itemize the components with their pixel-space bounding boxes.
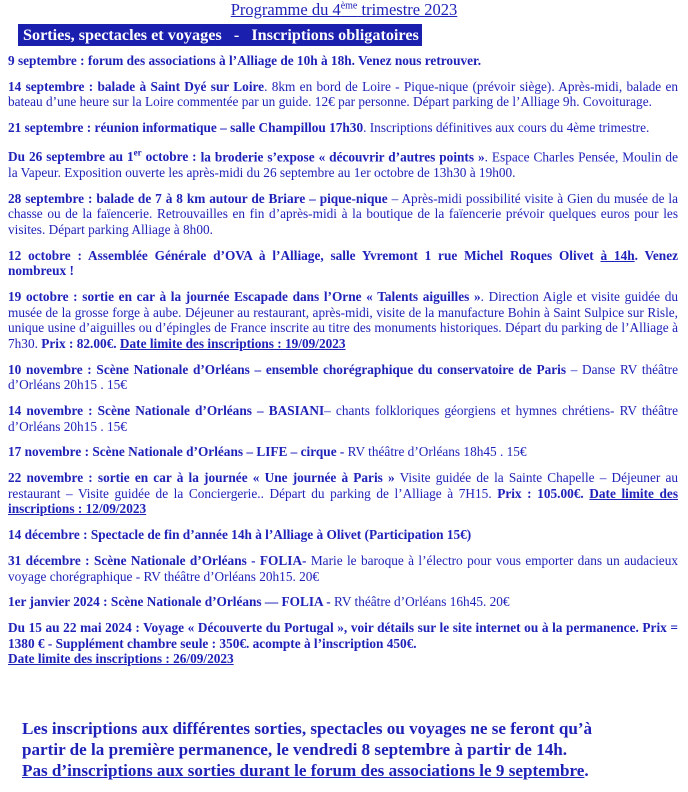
event-deadline: Date limite des inscriptions : 26/09/2023 <box>8 651 234 667</box>
event-price: Prix : 82.00€. <box>41 335 117 351</box>
event-item: 14 décembre : Spectacle de fin d’année 14h à l’Alliage à Olivet (Participation 15€) <box>8 527 472 543</box>
event-item: 21 septembre : réunion informatique – salle Champillou 17h30. Inscriptions définitives aux cours du 4ème trimestre. <box>8 120 650 136</box>
registration-notice <box>22 718 662 781</box>
event-deadline: Date limite des inscriptions : 12/09/2023 <box>8 485 678 517</box>
page-title: Programme du 4ème trimestre 2023 <box>230 0 458 19</box>
event-item: Du 26 septembre au 1er octobre : la broderie s’expose « découvrir d’autres points ». Espace Charles Pensée, Moulin de la Vapeur. Exposition ouverte les après-midi du 26 septembre au 1er octobre de 13h30 à 19h00. <box>8 147 678 180</box>
event-list <box>8 53 678 667</box>
notice-line: partir de la première permanence, le vendredi 8 septembre à partir de 14h. <box>22 740 568 759</box>
event-item: 17 novembre : Scène Nationale d’Orléans – LIFE – cirque - RV théâtre d’Orléans 18h45 . 15€ <box>8 444 527 460</box>
event-deadline: Date limite des inscriptions : 19/09/2023 <box>119 335 346 351</box>
event-item: 14 septembre : balade à Saint Dyé sur Loire. 8km en bord de Loire - Pique-nique (prévoir siège). Après-midi, balade en bateau d’une heure sur la Loire commentée par un guide. 12€ par personne. Départ parking de l’Alliage 9h. Covoiturage. <box>8 78 679 110</box>
event-item: 9 septembre : forum des associations à l’Alliage de 10h à 18h. Venez nous retrouver. <box>8 53 482 68</box>
event-item: 1er janvier 2024 : Scène Nationale d’Orléans — FOLIA - RV théâtre d’Orléans 16h45. 20€ <box>8 594 510 610</box>
notice-line: Les inscriptions aux différentes sorties, spectacles ou voyages ne se feront qu’à <box>22 719 593 738</box>
event-item: 14 novembre : Scène Nationale d’Orléans – BASIANI– chants folkloriques géorgiens et hymnes chrétiens- RV théâtre d’Orléans 20h15 . 15€ <box>8 403 678 434</box>
event-item: 10 novembre : Scène Nationale d’Orléans – ensemble chorégraphique du conservatoire de Paris – Danse RV théâtre d’Orléans 20h15 . 15€ <box>8 361 678 393</box>
event-item: 31 décembre : Scène Nationale d’Orléans - FOLIA- Marie le baroque à l’électro pour vous emporter dans un audacieux voyage chorégraphique - RV théâtre d’Orléans 20h15. 20€ <box>8 552 678 584</box>
event-item: 12 octobre : Assemblée Générale d’OVA à l’Alliage, salle Yvremont 1 rue Michel Roques Olivet à 14h. Venez nombreux ! <box>8 247 679 279</box>
event-price: Prix : 105.00€. <box>497 485 584 501</box>
event-item: 22 novembre : sortie en car à la journée « Une journée à Paris » Visite guidée de la Sainte Chapelle – Déjeuner au restaurant – Visite guidée de la Conciergerie.. Départ du parking de l’Alliage à 7H15. Prix : 105.00€. Date limite des inscriptions : 12/09/2023 <box>8 470 678 517</box>
notice-line: Pas d’inscriptions aux sorties durant le forum des associations le 9 septembre. <box>22 761 589 780</box>
event-item: Du 15 au 22 mai 2024 : Voyage « Découverte du Portugal », voir détails sur le site internet ou à la permanence. Prix = 1380 € - Supplément chambre seule : 350€. acompte à l’inscription 450€. Date limite des inscriptions : 26/09/2023 <box>8 620 678 667</box>
section-banner: Sorties, spectacles et voyages - Inscriptions obligatoires <box>18 24 422 46</box>
event-item: 28 septembre : balade de 7 à 8 km autour de Briare – pique-nique – Après-midi possibilité visite à Gien du musée de la chasse ou de la faïencerie. Retrouvailles en fin d’après-midi à la boutique de la faïencerie prévoir quelques euros pour les visites. Départ parking Alliage à 8h00. <box>8 190 678 237</box>
event-item: 19 octobre : sortie en car à la journée Escapade dans l’Orne « Talents aiguilles ». Direction Aigle et visite guidée du musée de la grosse forge à aube. Déjeuner au restaurant, après-midi, visite de la manufacture Bohin à Saint Sulpice sur Risle, unique usine d’aiguilles ou d’épingles de France inscrite au titre des monuments historiques. Départ du parking de l’Alliage à 7h30. Prix : 82.00€. Date limite des inscriptions : 19/09/2023 <box>8 289 678 351</box>
